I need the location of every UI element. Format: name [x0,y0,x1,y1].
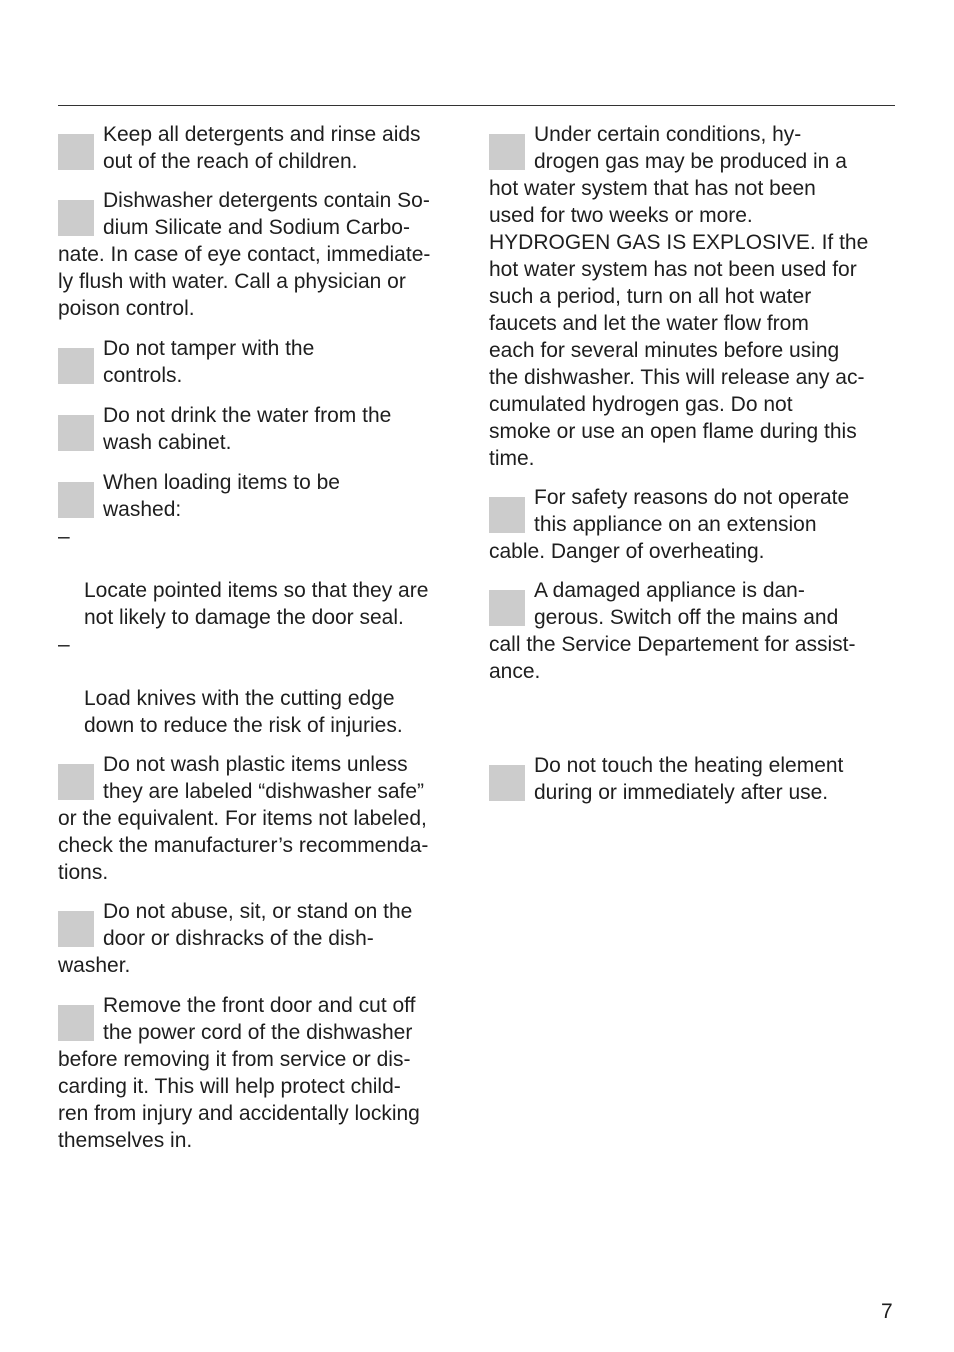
warning-text: A damaged appliance is dan- gerous. Switch off the mains and [534,579,839,629]
warning-text: Do not tamper with the controls. [103,337,315,387]
warning-text: Do not touch the heating element during or immediately after use. [534,754,844,804]
warning-item [58,187,463,322]
warning-text: Do not wash plastic items unless they are labeled “dishwasher safe” [103,753,425,803]
warning-text: When loading items to be washed: [103,471,340,521]
bullet-item [58,523,463,631]
warning-item [58,751,463,886]
warning-text-continued: nate. In case of eye contact, immediate- ly flush with water. Call a physician or poison control. [58,243,431,320]
warning-square-icon [58,200,94,236]
warning-square-icon [489,497,525,533]
warning-text-continued: call the Service Departement for assist- ance. [489,633,856,683]
warning-square-icon [58,482,94,518]
warning-square-icon [489,590,525,626]
warning-item [58,402,463,456]
warning-square-icon [58,348,94,384]
warning-square-icon [58,134,94,170]
warning-text: Do not abuse, sit, or stand on the door or dishracks of the dish- [103,900,413,950]
warning-text: For safety reasons do not operate this appliance on an extension [534,486,850,536]
bullet-dash: – [58,633,70,656]
warning-square-icon [58,415,94,451]
bullet-text: Locate pointed items so that they are not likely to damage the door seal. [84,579,429,629]
warning-item [58,898,463,979]
warning-square-icon [58,1005,94,1041]
warning-square-icon [489,765,525,801]
warning-text: Under certain conditions, hy- drogen gas may be produced in a [534,123,847,173]
left-column [58,121,463,1154]
warning-item [58,335,463,389]
warning-item [58,469,463,739]
warning-item [489,752,895,806]
warning-text: Keep all detergents and rinse aids out of the reach of children. [103,123,421,173]
warning-item [58,992,463,1154]
warning-text-continued: before removing it from service or dis- carding it. This will help protect child- ren from injury and accidentally locking themselves in. [58,1048,420,1152]
warning-item [489,577,895,685]
bullet-dash: – [58,525,70,548]
page-number: 7 [881,1300,893,1323]
warning-text: Do not drink the water from the wash cabinet. [103,404,392,454]
warning-item [58,121,463,175]
warning-square-icon [58,764,94,800]
bullet-text: Load knives with the cutting edge down to reduce the risk of injuries. [84,687,403,737]
warning-text-continued: cable. Danger of overheating. [489,540,765,563]
bullet-item [58,631,463,739]
warning-text-continued: or the equivalent. For items not labeled, check the manufacturer’s recommenda- tions. [58,807,429,884]
warning-item [489,121,895,472]
warning-text: Dishwasher detergents contain So- dium Silicate and Sodium Carbo- [103,189,430,239]
warning-text-continued: hot water system that has not been used for two weeks or more. HYDROGEN GAS IS EXPLOSIVE. If the hot water system has not been used for such a period, turn on all hot water faucets and let the water flow from each for several minutes before using the dishwasher. This will release any ac- cumulated hydrogen gas. Do not smoke or use an open flame during this time. [489,177,869,470]
warning-item [489,484,895,565]
right-column [489,121,895,806]
warning-text: Remove the front door and cut off the power cord of the dishwasher [103,994,416,1044]
top-rule [58,105,895,106]
warning-square-icon [58,911,94,947]
warning-square-icon [489,134,525,170]
warning-text-continued: washer. [58,954,131,977]
